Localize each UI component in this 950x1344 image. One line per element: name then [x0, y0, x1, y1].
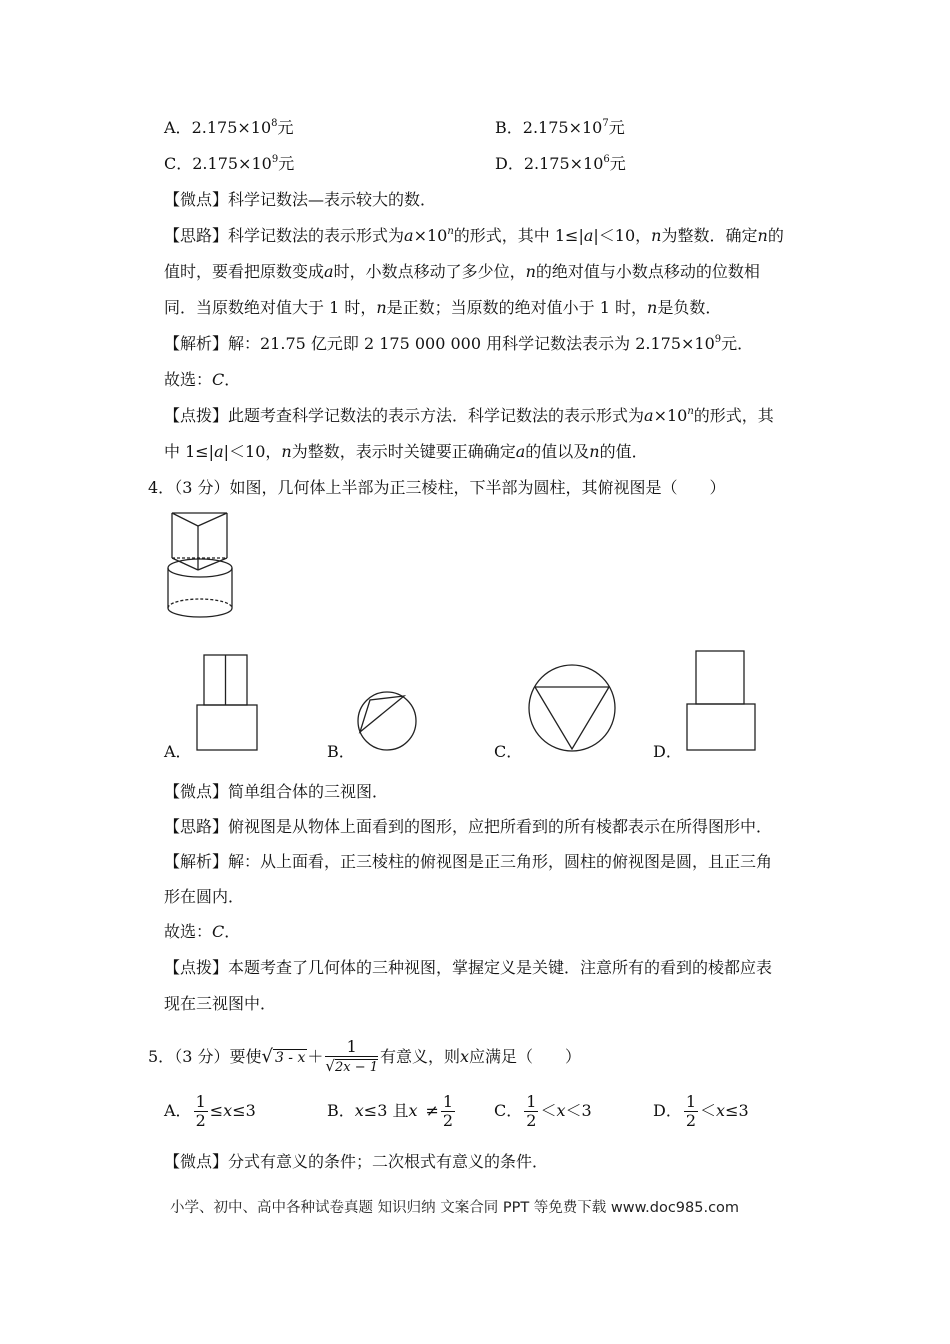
text: 【点拨】此题考查科学记数法的表示方法．科学记数法的表示形式为	[164, 406, 645, 425]
q4-jiexi-line2: 形在圆内．	[164, 887, 245, 906]
option-exponent: 7	[602, 118, 609, 129]
var-n: n	[589, 442, 600, 461]
text: 【思路】科学记数法的表示形式为	[164, 226, 405, 245]
option-b-label: B．	[327, 742, 355, 761]
fraction	[524, 1093, 538, 1130]
text: ．	[224, 922, 241, 941]
option-label: D．	[495, 154, 524, 173]
q3-silu-line2	[164, 262, 760, 282]
text: ≤3	[232, 1101, 256, 1120]
question-text: 有意义，则	[380, 1047, 461, 1066]
question-number: 5．	[148, 1047, 175, 1066]
q3-dianbo-line1	[164, 406, 774, 426]
var-x: x	[460, 1047, 470, 1066]
text: 的	[767, 226, 784, 245]
question-number: 4．	[148, 478, 175, 497]
text: ≠	[425, 1101, 439, 1120]
option-a-figure	[195, 654, 260, 752]
q3-silu-line1	[164, 226, 784, 246]
var-x: x	[354, 1101, 364, 1120]
option-label: B．	[495, 118, 523, 137]
fraction-denominator: 2	[526, 1111, 537, 1130]
q3-silu-line3	[164, 298, 721, 318]
var-x: x	[556, 1101, 566, 1120]
option-c-figure	[527, 663, 617, 753]
text: ＜	[700, 1101, 717, 1120]
sqrt-sign: √	[325, 1057, 335, 1075]
var-x: x	[716, 1101, 726, 1120]
option-d-label: D．	[653, 742, 682, 761]
option-exponent: 6	[603, 154, 610, 165]
text: 值时，要看把原数变成	[164, 262, 325, 281]
text: |＜10，	[223, 442, 282, 461]
q4-stem	[148, 478, 725, 498]
question-text: 应满足（ ）	[469, 1047, 582, 1066]
var-a: a	[515, 442, 526, 461]
q3-dianbo-line2	[164, 442, 648, 462]
option-mantissa: 2.175×10	[191, 118, 272, 137]
text: 的值．	[599, 442, 648, 461]
text: 的形式，其中 1≤|	[453, 226, 584, 245]
q5-stem	[148, 1038, 581, 1077]
q4-weidian: 【微点】简单组合体的三视图．	[164, 782, 389, 801]
question-text: （3 分）如图，几何体上半部为正三棱柱，下半部为圆柱，其俯视图是（ ）	[174, 478, 726, 497]
q5-option-a	[164, 1092, 256, 1130]
var-n-exp: n	[447, 226, 454, 237]
option-mantissa: 2.175×10	[523, 154, 604, 173]
var-n: n	[525, 262, 536, 281]
fraction-numerator: 1	[685, 1092, 697, 1111]
q5-weidian: 【微点】分式有意义的条件；二次根式有意义的条件．	[164, 1152, 549, 1171]
text: ．	[224, 370, 241, 389]
text: 时，小数点移动了多少位，	[333, 262, 526, 281]
sqrt-radicand: 2x − 1	[334, 1060, 378, 1075]
var-n: n	[281, 442, 292, 461]
text: 是负数．	[657, 298, 722, 317]
q3-guxuan	[164, 370, 240, 390]
text: 的形式，其	[693, 406, 774, 425]
var-n: n	[647, 298, 658, 317]
option-a-label: A．	[164, 742, 192, 761]
text: ＜3	[565, 1101, 592, 1120]
q4-dianbo-line2: 现在三视图中．	[164, 994, 277, 1013]
sqrt-radicand: 3 - x	[274, 1050, 306, 1066]
q5-option-c	[494, 1092, 592, 1130]
q3-option-c	[164, 154, 294, 174]
fraction-denominator: 2	[442, 1111, 454, 1130]
var-a: a	[644, 406, 654, 425]
var-x: x	[223, 1101, 233, 1120]
q4-dianbo-line1: 【点拨】本题考查了几何体的三种视图，掌握定义是关键．注意所有的看到的棱都应表	[164, 958, 773, 977]
text: |＜10，	[593, 226, 652, 245]
fraction-numerator: 1	[442, 1092, 454, 1111]
fraction	[194, 1093, 208, 1130]
text: ＜	[540, 1101, 557, 1120]
var-a: a	[583, 226, 594, 245]
sqrt-sign: √	[261, 1046, 273, 1067]
plus-sign: ＋	[307, 1047, 324, 1066]
option-c-label: C．	[494, 742, 523, 761]
option-exponent: 9	[271, 154, 279, 165]
option-unit: 元	[609, 154, 626, 173]
fraction-numerator: 1	[526, 1092, 537, 1111]
var-n: n	[376, 298, 387, 317]
q3-weidian: 【微点】科学记数法—表示较大的数．	[164, 190, 437, 209]
option-mantissa: 2.175×10	[192, 154, 272, 173]
text: 为整数．确定	[661, 226, 758, 245]
q4-jiexi-line1: 【解析】解：从上面看，正三棱柱的俯视图是正三角形，圆柱的俯视图是圆，且正三角	[164, 852, 773, 871]
q3-option-d	[495, 154, 626, 174]
text: 【解析】解：21.75 亿元即 2 175 000 000 用科学记数法表示为 2.175×10	[164, 334, 715, 353]
text: 中 1≤|	[164, 442, 215, 461]
var-a: a	[214, 442, 224, 461]
text: 是正数；当原数的绝对值小于 1 时，	[386, 298, 648, 317]
var-n: n	[757, 226, 768, 245]
text: ≤3	[725, 1101, 749, 1120]
option-label: C．	[494, 1101, 523, 1120]
fraction	[684, 1093, 698, 1130]
var-a: a	[404, 226, 414, 245]
text: 同．当原数绝对值大于 1 时，	[164, 298, 377, 317]
footer-text: 小学、初中、高中各种试卷真题 知识归纳 文案合同 PPT 等免费下载 www.doc985.com	[170, 1200, 740, 1216]
option-label: A．	[164, 1101, 192, 1120]
option-label: D．	[653, 1101, 682, 1120]
fraction-numerator: 1	[195, 1092, 206, 1111]
text: ≤3 且	[363, 1101, 409, 1120]
q3-option-b	[495, 118, 625, 138]
answer-letter: C	[212, 370, 225, 389]
fraction	[325, 1038, 378, 1077]
option-unit: 元	[277, 118, 294, 137]
option-mantissa: 2.175×10	[522, 118, 603, 137]
option-label: C．	[164, 154, 193, 173]
q5-option-d	[653, 1092, 749, 1130]
option-d-figure	[685, 650, 757, 752]
option-exponent: 8	[271, 118, 278, 129]
text: 的值以及	[525, 442, 590, 461]
text: ≤	[209, 1101, 224, 1120]
option-b-figure	[356, 690, 418, 752]
var-n: n	[651, 226, 662, 245]
times-ten: ×10	[413, 226, 448, 245]
q4-guxuan	[164, 922, 240, 942]
q3-jiexi	[164, 334, 753, 354]
q5-option-b	[327, 1092, 457, 1130]
text: 元．	[721, 334, 754, 353]
option-label: B．	[327, 1101, 355, 1120]
q4-silu: 【思路】俯视图是从物体上面看到的图形，应把所看到的所有棱都表示在所得图形中．	[164, 817, 773, 836]
option-unit: 元	[608, 118, 625, 137]
exponent: 9	[714, 334, 722, 345]
times-ten: ×10	[653, 406, 688, 425]
fraction-denominator	[325, 1057, 378, 1077]
text: 故选：	[164, 370, 213, 389]
var-a: a	[324, 262, 334, 281]
var-x: x	[408, 1101, 418, 1120]
option-unit: 元	[278, 154, 295, 173]
answer-letter: C	[212, 922, 225, 941]
fraction-denominator: 2	[685, 1111, 697, 1130]
q3-option-a	[164, 118, 294, 138]
text: 故选：	[164, 922, 213, 941]
option-label: A．	[164, 118, 192, 137]
fraction-denominator: 2	[195, 1111, 206, 1130]
text: 的绝对值与小数点移动的位数相	[535, 262, 760, 281]
var-n-exp: n	[687, 406, 694, 417]
fraction-numerator: 1	[325, 1038, 378, 1057]
text: 为整数，表示时关键要正确确定	[291, 442, 516, 461]
question-text: （3 分）要使	[174, 1047, 262, 1066]
solid-figure	[160, 508, 240, 620]
fraction	[441, 1093, 455, 1130]
